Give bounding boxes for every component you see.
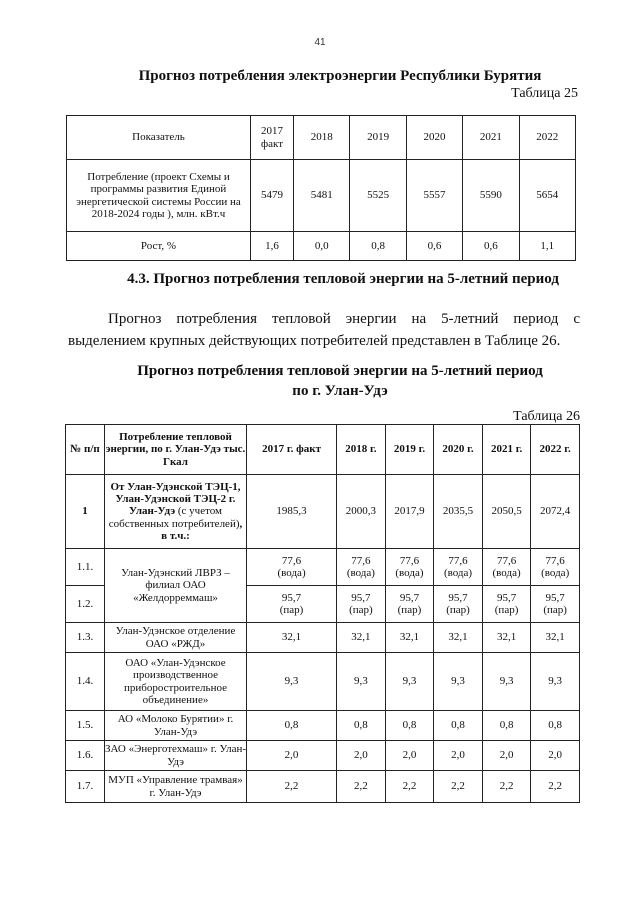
value-cell: 5481 [294,160,350,232]
value: 95,7 [448,591,468,604]
table-row [66,475,580,549]
value-cell: 0,0 [294,232,350,261]
row-label: Улан-Удэнское отделение ОАО «РЖД» [105,623,247,653]
value-cell: 2,0 [337,741,386,771]
header-cell: 2019 г. [385,425,434,475]
row-label: МУП «Управление трамвая» г. Улан-Удэ [105,771,247,803]
table-row [66,771,580,803]
value-cell: 0,8 [531,711,580,741]
label-tail-part: , в т.ч.: [161,517,243,542]
header-cell: 2020 г. [434,425,483,475]
header-cell: 2021 [463,116,519,160]
header-cell: 2017 факт [251,116,294,160]
heat-forecast-table [65,424,580,803]
header-cell: 2018 г. [337,425,386,475]
title-line: по г. Улан-Удэ [292,383,388,399]
unit: (пар) [279,604,304,616]
value-cell: 2,2 [434,771,483,803]
unit: (вода) [492,567,521,579]
unit: (пар) [397,604,422,616]
value-cell: 9,3 [385,653,434,711]
unit: (пар) [446,604,470,616]
value-cell: 2017,9 [385,475,434,549]
value: 77,6 [281,554,302,567]
row-label: Рост, % [67,232,251,261]
row-label: АО «Молоко Бурятии» г. Улан-Удэ [105,711,247,741]
value-cell: 2,2 [531,771,580,803]
value-cell: 5590 [463,160,519,232]
value: 77,6 [496,554,517,567]
value-cell: 9,3 [247,653,337,711]
value-cell: 32,1 [247,623,337,653]
row-label [105,475,247,549]
value: 95,7 [399,591,420,604]
value-cell [247,549,337,586]
value-cell: 1,6 [251,232,294,261]
value-cell [385,586,434,623]
table-row [66,623,580,653]
page-number: 41 [314,37,326,48]
value-cell: 0,8 [385,711,434,741]
unit: (вода) [277,567,306,579]
value-cell: 9,3 [531,653,580,711]
value-cell: 2,0 [434,741,483,771]
value-cell: 2,2 [385,771,434,803]
unit: (пар) [543,604,567,616]
value-cell: 2,2 [482,771,531,803]
value-cell: 2,2 [247,771,337,803]
value-cell: 5557 [406,160,462,232]
header-cell: Потребление тепловой энергии, по г. Улан-Удэ тыс. Гкал [105,425,247,475]
label-bold-part: От Улан-Удэнской ТЭЦ-1, Улан-Удэнской ТЭЦ-2 г. Улан-Удэ [110,480,241,518]
row-label: Улан-Удэнский ЛВРЗ – филиал ОАО «Желдорреммаш» [105,549,247,623]
value-cell: 9,3 [434,653,483,711]
value-cell: 1,1 [519,232,575,261]
value: 77,6 [545,554,565,567]
heat-forecast-title [120,361,560,401]
value: 77,6 [399,554,420,567]
row-number: 1.6. [66,741,105,771]
value-cell [531,586,580,623]
table-header-row [67,116,576,160]
value-cell: 5479 [251,160,294,232]
row-number: 1.2. [66,586,105,623]
table-25-label: Таблица 25 [511,86,578,101]
value-cell: 2,0 [385,741,434,771]
row-label: ЗАО «Энерготехмаш» г. Улан-Удэ [105,741,247,771]
header-cell: 2022 [519,116,575,160]
label-normal-part: (с учетом собственных потребителей) [108,505,240,530]
value-cell: 0,8 [434,711,483,741]
value-cell [531,549,580,586]
value-cell: 2050,5 [482,475,531,549]
electricity-forecast-title: Прогноз потребления электроэнергии Республики Бурятия [138,68,542,84]
row-number: 1.5. [66,711,105,741]
value-cell [434,586,483,623]
value-cell: 9,3 [337,653,386,711]
value-cell: 0,6 [406,232,462,261]
value-cell: 0,6 [463,232,519,261]
value-cell: 32,1 [482,623,531,653]
table-row [66,711,580,741]
value-cell [482,549,531,586]
value: 95,7 [496,591,517,604]
value-cell: 32,1 [434,623,483,653]
table-header-row [66,425,580,475]
intro-paragraph [68,308,580,352]
header-cell: 2021 г. [482,425,531,475]
header-cell: 2022 г. [531,425,580,475]
row-number: 1.7. [66,771,105,803]
row-label: Потребление (проект Схемы и программы развития Единой энергетической системы России на 2018-2024 годы ), млн. кВт.ч [67,160,251,232]
value-cell: 32,1 [531,623,580,653]
title-line: Прогноз потребления тепловой энергии на 5-летний период [137,363,543,379]
value-cell: 2,0 [531,741,580,771]
unit: (пар) [349,604,373,616]
value-cell: 2072,4 [531,475,580,549]
section-heading: 4.3. Прогноз потребления тепловой энергии на 5-летний период [127,271,559,287]
row-label: ОАО «Улан-Удэнское производственное приборостроительное объединение» [105,653,247,711]
value-cell: 32,1 [337,623,386,653]
value: 77,6 [448,554,468,567]
row-number: 1.4. [66,653,105,711]
unit: (вода) [541,567,570,579]
paragraph-line: выделением крупных действующих потребителей представлен в Таблице 26. [68,333,561,349]
value-cell: 9,3 [482,653,531,711]
value-cell: 0,8 [337,711,386,741]
unit: (пар) [494,604,519,616]
value-cell [482,586,531,623]
header-cell: 2017 г. факт [247,425,337,475]
row-number: 1.3. [66,623,105,653]
row-number: 1.1. [66,549,105,586]
value-cell: 0,8 [247,711,337,741]
value-cell [337,586,386,623]
value-cell [434,549,483,586]
header-cell: 2019 [350,116,406,160]
value-cell: 0,8 [482,711,531,741]
value: 95,7 [281,591,302,604]
value-cell: 2035,5 [434,475,483,549]
table-row [66,741,580,771]
table-26-label: Таблица 26 [513,409,580,424]
value-cell: 2,0 [482,741,531,771]
header-cell: Показатель [67,116,251,160]
table-row [67,160,576,232]
header-cell: 2020 [406,116,462,160]
value: 95,7 [545,591,565,604]
table-row [66,653,580,711]
value-cell: 0,8 [350,232,406,261]
header-cell: 2018 [294,116,350,160]
value-cell: 2,0 [247,741,337,771]
value-cell: 5654 [519,160,575,232]
value-cell: 2,2 [337,771,386,803]
header-cell: № п/п [66,425,105,475]
unit: (вода) [395,567,424,579]
value-cell: 1985,3 [247,475,337,549]
value-cell [247,586,337,623]
unit: (вода) [443,567,473,579]
value-cell [385,549,434,586]
value: 95,7 [351,591,371,604]
value-cell [337,549,386,586]
table-row [66,549,580,586]
unit: (вода) [346,567,375,579]
value: 77,6 [351,554,371,567]
value-cell: 2000,3 [337,475,386,549]
value-cell: 5525 [350,160,406,232]
value-cell: 32,1 [385,623,434,653]
electricity-forecast-table [66,115,576,261]
paragraph-line: Прогноз потребления тепловой энергии на 5-летний период с [108,311,580,327]
table-row [67,232,576,261]
row-number: 1 [66,475,105,549]
